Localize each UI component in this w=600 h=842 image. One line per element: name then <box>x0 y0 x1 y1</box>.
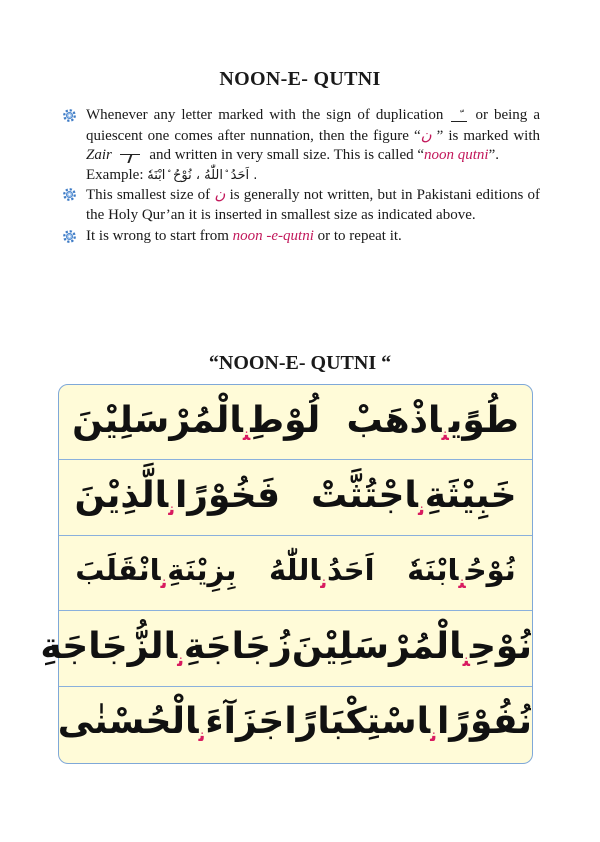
arabic-phrase: $اَحَدُ_ناللّٰهُ$ <box>269 552 375 593</box>
example-row <box>59 460 532 535</box>
arabic-phrase: $بِزِيْنَةِ_نانْقَلَبَ$ <box>75 552 237 593</box>
example-row <box>59 385 532 460</box>
noon-qutni-mark: ن <box>417 499 425 521</box>
arabic-phrase: $جَزَآءَ_نالْحُسْنٰى$ <box>57 701 285 747</box>
bullet-1-text-e: ”. <box>488 147 500 163</box>
noon-qutni-mark: ن <box>430 725 437 747</box>
noon-qutni-mark: ن <box>441 423 449 445</box>
noon-qutni-mark: ن <box>242 423 251 445</box>
gear-icon <box>62 229 77 244</box>
bullet-2-text-a: This smallest size of <box>86 187 211 203</box>
noon-qutni-term: noon qutni <box>424 147 489 163</box>
shadda-sign-icon <box>451 111 467 122</box>
noon-qutni-mark: ن <box>177 649 184 671</box>
bullet-3-text-b: or to repeat it. <box>317 228 402 244</box>
arabic-phrase: $لُوْطِ_نالْمُرْسَلِيْنَ$ <box>72 399 321 445</box>
bullet-1-text-d: and written in very small size. This is called “ <box>149 147 425 163</box>
bullet-1-text-b: or being a quiescent one comes after nunnation, then the figure “ <box>86 107 541 144</box>
example-label: Example: <box>86 166 144 183</box>
example-arabic: اَحَدُ ۨاللّٰهُ ، نُوْحُ ۨابْنَهٗ . <box>147 167 258 183</box>
noon-qutni-mark: ن <box>168 499 175 521</box>
bullet-list <box>62 106 540 247</box>
gear-icon <box>62 187 77 202</box>
arabic-phrase: $زُجَاجَةِ_نالزُّجَاجَةِ$ <box>40 625 292 671</box>
arabic-phrase: نُفُوْرًا$_ن$اسْتِكْبَارًا <box>284 701 532 747</box>
bullet-1-text-c: ” is marked with <box>436 127 541 144</box>
section-title: “NOON-E- QUTNI “ <box>208 352 392 374</box>
arabic-phrase: فَخُوْرًا$_ن$الَّذِيْنَ <box>74 475 281 521</box>
example-row <box>59 687 532 761</box>
example-row <box>59 536 532 611</box>
noon-qutni-mark: ن <box>462 649 470 671</box>
bullet-2-text-b: is generally not written, but in Pakistani editions of the Holy Qur’an it is inserted in smallest size as indicated above. <box>86 187 541 223</box>
zair-term: Zair <box>86 147 112 163</box>
noon-qutni-mark: ن <box>320 571 328 593</box>
examples-panel <box>40 384 533 764</box>
example-row <box>40 611 532 686</box>
example-line <box>62 166 540 186</box>
noon-qutni-mark: ن <box>458 571 466 593</box>
arabic-phrase: $نُوْحُ_نابْنَهٗ$ <box>407 552 516 593</box>
arabic-phrase: $نُوْحِ_نالْمُرْسَلِيْنَ$ <box>291 625 532 671</box>
zair-sign-icon <box>120 151 142 161</box>
bullet-2 <box>62 185 540 225</box>
gear-icon <box>62 108 77 123</box>
page-title: NOON-E- QUTNI <box>219 68 381 90</box>
nun-glyph: ن <box>420 125 432 144</box>
noon-qutni-mark: ن <box>198 725 206 747</box>
arabic-phrase: طُوًی$_ن$اذْهَبْ <box>346 399 519 445</box>
noon-qutni-term: noon -e-qutni <box>232 228 314 244</box>
nun-glyph: ن <box>214 185 226 203</box>
bullet-1-text-a: Whenever any letter marked with the sign of duplication <box>86 107 444 123</box>
bullet-3 <box>62 227 540 247</box>
arabic-phrase: $خَبِيْثَةِ_ناجْتُثَّتْ$ <box>310 475 517 521</box>
bullet-3-text-a: It is wrong to start from <box>86 228 229 244</box>
noon-qutni-mark: ن <box>160 571 168 593</box>
bullet-1 <box>62 106 540 166</box>
